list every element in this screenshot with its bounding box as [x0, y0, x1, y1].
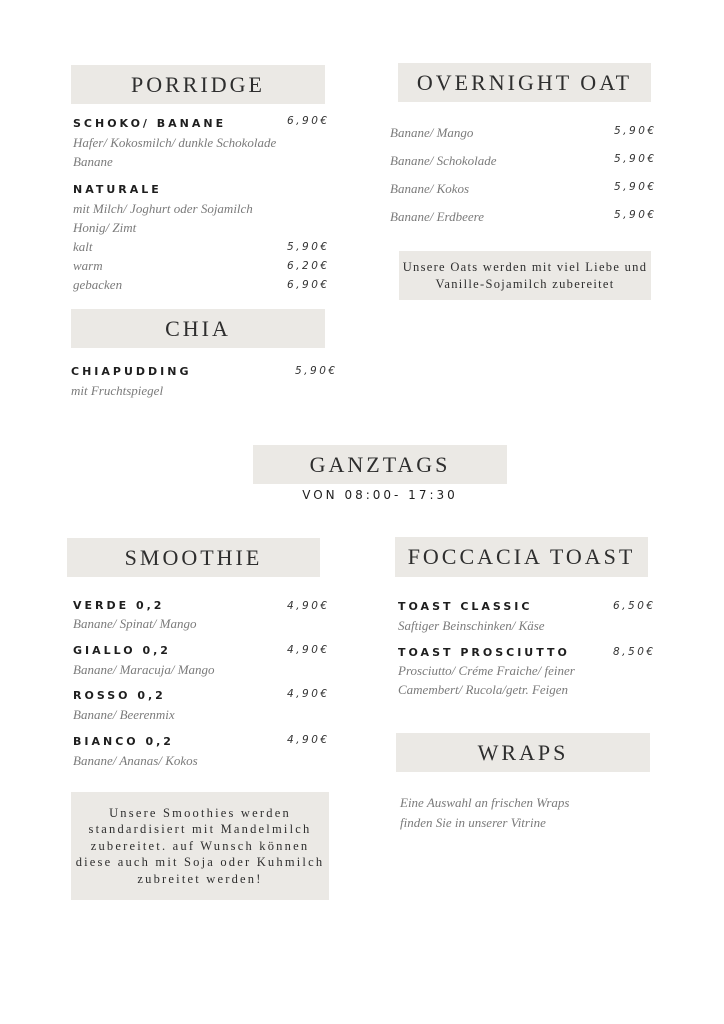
item-price: 5,90€ [614, 125, 657, 137]
item-desc: Banane/ Maracuja/ Mango [73, 662, 215, 677]
variant-price: 6,90€ [287, 279, 330, 291]
smoothie-header [67, 538, 320, 577]
variant-price: 5,90€ [287, 241, 330, 253]
item-desc: Saftiger Beinschinken/ Käse [398, 618, 545, 633]
item-price: 5,90€ [295, 365, 338, 377]
item-desc: Banane/ Beerenmix [73, 707, 175, 722]
foccacia-title: FOCCACIA TOAST [407, 544, 636, 569]
item-desc: mit Fruchtspiegel [71, 383, 164, 398]
note-line: standardisiert mit Mandelmilch [88, 822, 312, 837]
wraps-text: finden Sie in unserer Vitrine [400, 815, 546, 830]
item-name: ROSSO 0,2 [73, 689, 166, 702]
item-name: CHIAPUDDING [71, 365, 192, 378]
overnight-oat-header [398, 63, 651, 102]
smoothie-title: SMOOTHIE [124, 544, 263, 570]
item-price: 4,90€ [287, 688, 330, 700]
note-line: Unsere Oats werden mit viel Liebe und [402, 260, 648, 274]
item-price: 6,50€ [613, 600, 656, 612]
item-price: 5,90€ [614, 181, 657, 193]
note-line: diese auch mit Soja oder Kuhmilch [75, 855, 325, 870]
item-name: Banane/ Schokolade [390, 153, 497, 168]
chia-header [71, 309, 325, 348]
porridge-header [71, 65, 325, 104]
item-desc: Honig/ Zimt [73, 220, 137, 235]
note-line: Unsere Smoothies werden [109, 805, 291, 820]
item-name: SCHOKO/ BANANE [73, 117, 227, 130]
item-desc: Banane/ Ananas/ Kokos [73, 753, 198, 768]
item-name: TOAST CLASSIC [398, 600, 533, 613]
item-price: 4,90€ [287, 644, 330, 656]
item-name: TOAST PROSCIUTTO [398, 646, 570, 659]
smoothie-note [71, 792, 329, 900]
overnight-oat-title: OVERNIGHT OAT [416, 69, 633, 95]
item-desc: Prosciutto/ Créme Fraiche/ feiner [398, 663, 575, 678]
ganztags-header [253, 445, 507, 484]
item-desc: Banane/ Spinat/ Mango [73, 616, 197, 631]
note-line: zubereitet. auf Wunsch können [90, 838, 310, 853]
item-price: 8,50€ [613, 646, 656, 658]
item-desc: mit Milch/ Joghurt oder Sojamilch [73, 201, 253, 216]
item-price: 4,90€ [287, 600, 330, 612]
note-line: Vanille-Sojamilch zubereitet [435, 276, 615, 291]
item-price: 4,90€ [287, 734, 330, 746]
wraps-header [396, 733, 650, 772]
item-name: NATURALE [73, 183, 162, 196]
item-price: 6,90€ [287, 115, 330, 127]
ganztags-title: GANZTAGS [309, 451, 451, 477]
item-name: Banane/ Mango [390, 125, 474, 140]
porridge-title: PORRIDGE [130, 71, 265, 97]
oat-note [399, 251, 651, 300]
item-price: 5,90€ [614, 209, 657, 221]
wraps-text: Eine Auswahl an frischen Wraps [400, 795, 570, 810]
opening-hours: VON 08:00- 17:30 [302, 488, 458, 502]
item-desc: Camembert/ Rucola/getr. Feigen [398, 682, 569, 697]
variant-label: warm [73, 258, 103, 273]
variant-label: gebacken [73, 277, 123, 292]
item-name: Banane/ Kokos [390, 181, 470, 196]
item-desc: Hafer/ Kokosmilch/ dunkle Schokolade [73, 135, 277, 150]
wraps-title: WRAPS [477, 739, 569, 765]
note-line: zubreitet werden! [137, 871, 263, 886]
item-name: BIANCO 0,2 [73, 735, 174, 748]
variant-price: 6,20€ [287, 260, 330, 272]
item-price: 5,90€ [614, 153, 657, 165]
item-name: Banane/ Erdbeere [390, 209, 484, 224]
foccacia-header [395, 537, 648, 577]
chia-title: CHIA [165, 315, 231, 341]
item-name: GIALLO 0,2 [73, 644, 171, 657]
item-name: VERDE 0,2 [73, 599, 165, 612]
item-desc: Banane [73, 154, 113, 169]
variant-label: kalt [73, 239, 93, 254]
